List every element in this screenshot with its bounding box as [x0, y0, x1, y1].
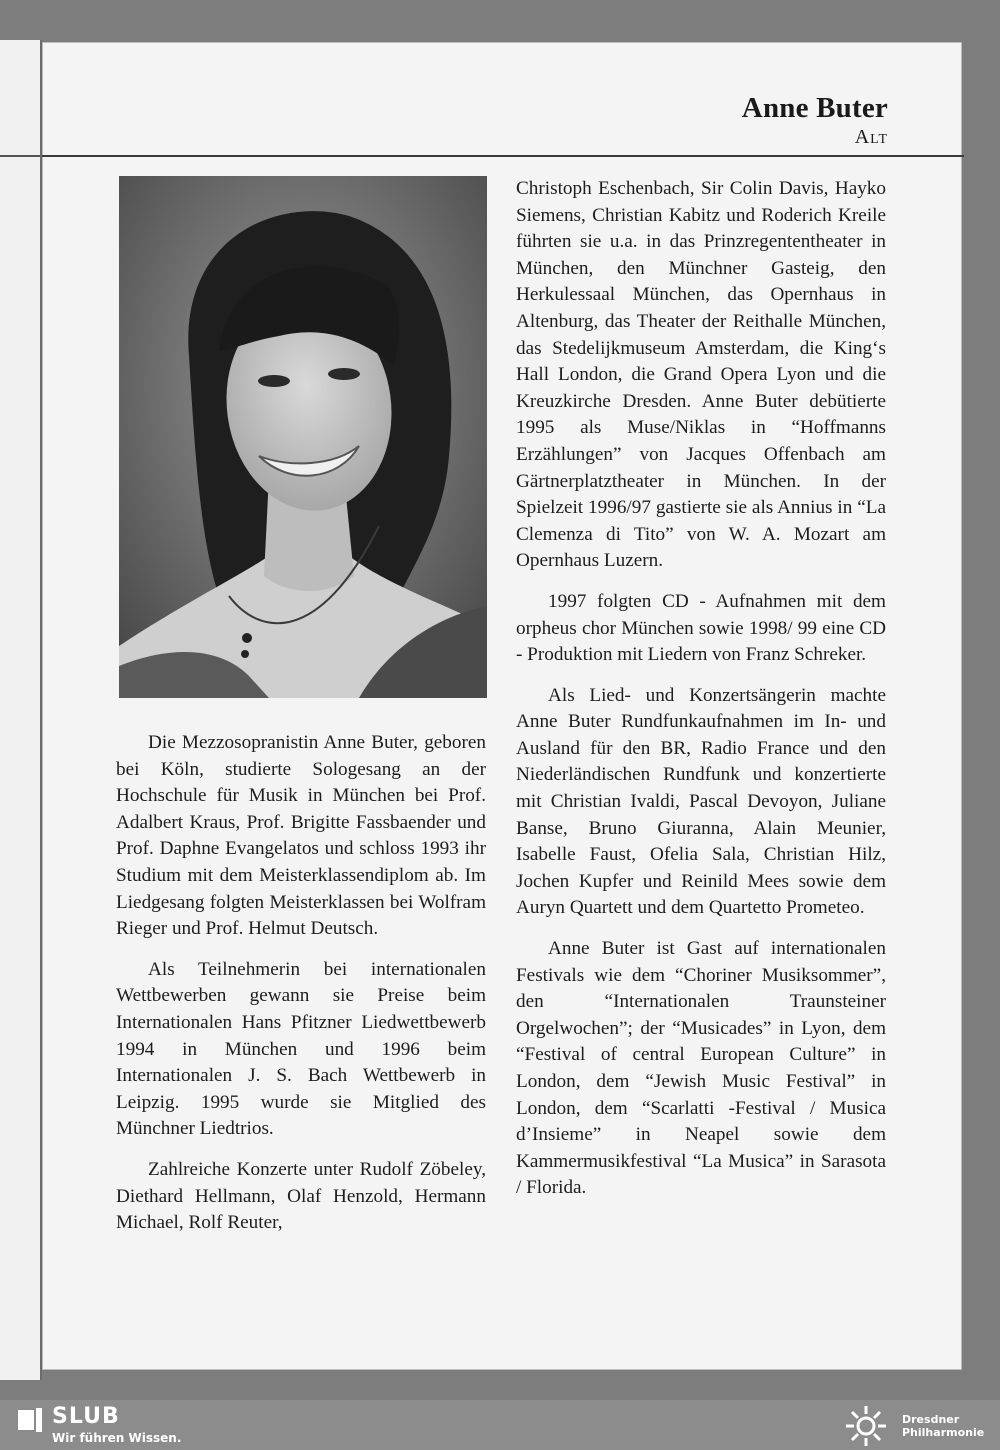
partner-name-line1: Dresdner: [902, 1413, 960, 1426]
partner-name[interactable]: [902, 1413, 998, 1439]
previous-page-edge: [0, 40, 42, 1380]
bio-paragraph-recordings: 1997 folgten CD - Aufnahmen mit dem orpheus chor München sowie 1998/ 99 eine CD - Produktion mit Liedern von Franz Schreker.: [516, 590, 886, 666]
slub-logo-icon: [16, 1406, 44, 1434]
biography-right-column: [516, 176, 886, 1216]
bio-paragraph-education: Die Mezzosopranistin Anne Buter, geboren bei Köln, studierte Sologesang an der Hochschule für Musik in München bei Prof. Adalbert Kraus, Prof. Brigitte Fassbaender und Prof. Daphne Evangelatos und schloss 1993 ihr Studium mit dem Meisterklassendiplom ab. Im Liedgesang folgten Meisterklassen bei Wolfram Rieger und Prof. Helmut Deutsch.: [116, 732, 486, 940]
bio-paragraph-competitions: Als Teilnehmerin bei internationalen Wettbewerben gewann sie Preise beim Internationalen Hans Pfitzner Liedwettbewerb 1994 in München und 1996 beim Internationalen J. S. Bach Wettbewerb in Leipzig. 1995 wurde sie Mitglied des Münchner Liedtrios.: [116, 958, 486, 1140]
bio-paragraph-concerts-continued: Christoph Eschenbach, Sir Colin Davis, Hayko Siemens, Christian Kabitz und Roderich Kreile führten sie u.a. in das Prinzregententheater in München, den Münchner Gasteig, den Herkulessaal München, das Opernhaus in Altenburg, das Theater der Reithalle München, das Stedelijkmuseum Amsterdam, die King‘s Hall London, die Grand Opera Lyon und die Kreuzkirche Dresden. Anne Buter debütierte 1995 als Muse/Niklas in “Hoffmanns Erzählungen” von Jacques Offenbach am Gärtnerplatztheater in München. In der Spielzeit 1996/97 gastierte sie als Annius in “La Clemenza di Tito” von W. A. Mozart am Opernhaus Luzern.: [516, 178, 886, 572]
library-name[interactable]: SLUB: [52, 1404, 120, 1429]
bio-paragraph-radio: Als Lied- und Konzertsängerin machte Anne Buter Rundfunkaufnahmen im In- und Ausland für den BR, Radio France und den Niederländischen Rundfunk und konzertierte mit Christian Ivaldi, Pascal Devoyon, Juliane Banse, Bruno Giuranna, Alain Meunier, Isabelle Faust, Ofelia Sala, Christian Hilz, Jochen Kupfer und Reinild Mees sowie dem Auryn Quartett und dem Quartetto Prometeo.: [516, 684, 886, 919]
viewer-footer: [0, 1400, 1000, 1450]
portrait-photo-icon: [119, 176, 487, 698]
artist-name: Anne Buter: [741, 92, 888, 124]
header-divider: [42, 155, 964, 157]
portrait-photo: [119, 176, 487, 698]
bio-paragraph-concerts-start: Zahlreiche Konzerte unter Rudolf Zöbeley, Diethard Hellmann, Olaf Henzold, Hermann Michael, Rolf Reuter,: [116, 1158, 486, 1234]
program-page: [42, 42, 962, 1370]
voice-type: Alt: [854, 126, 888, 148]
philharmonie-logo-icon: [838, 1404, 894, 1448]
library-claim: Wir führen Wissen.: [52, 1431, 182, 1445]
biography-left-column: [116, 730, 486, 1251]
bio-paragraph-festivals: Anne Buter ist Gast auf internationalen Festivals wie dem “Choriner Musiksommer”, den “Internationalen Traunsteiner Orgelwochen”; der “Musicades” in Lyon, dem “Festival of central European Culture” in London, dem “Jewish Music Festival” in London, dem “Scarlatti -Festival / Musica d’Insieme” in Neapel sowie dem Kammermusikfestival “La Musica” in Sarasota / Florida.: [516, 938, 886, 1199]
partner-name-line2: Philharmonie: [902, 1426, 985, 1439]
